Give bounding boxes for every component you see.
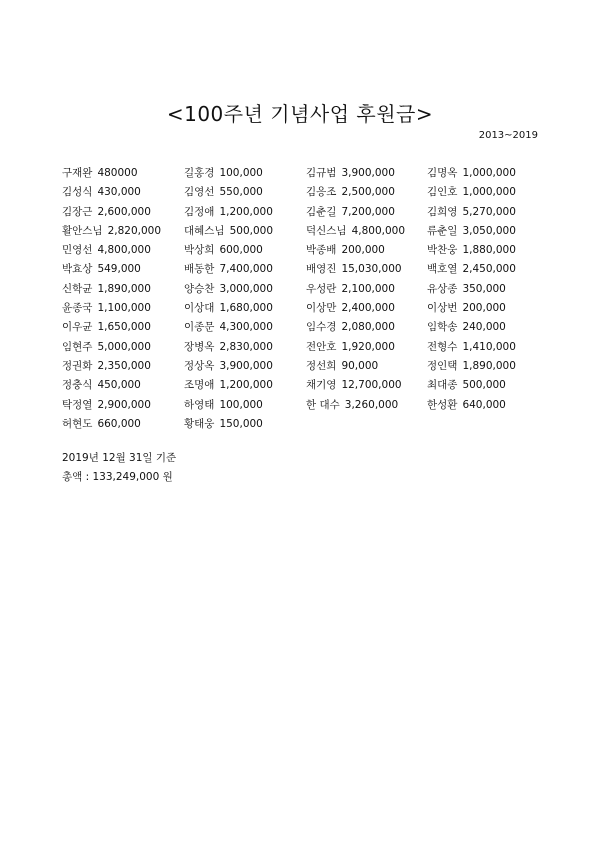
donor-entry <box>306 398 427 417</box>
donor-name: 김성식 <box>62 186 93 199</box>
donor-row <box>62 185 542 204</box>
donor-name: 류춘일 <box>427 224 458 237</box>
donor-name: 장병옥 <box>184 340 215 353</box>
donor-amount: 7,400,000 <box>219 263 273 276</box>
donor-name: 이상대 <box>184 302 215 315</box>
donor-name: 최대종 <box>427 379 458 392</box>
donor-name: 김춘길 <box>306 205 337 218</box>
donor-entry <box>427 417 542 436</box>
donor-name: 구재완 <box>62 167 93 179</box>
donor-name: 정선희 <box>306 359 337 372</box>
donor-entry <box>427 340 542 359</box>
donor-entry <box>184 340 306 359</box>
donor-row <box>62 282 542 301</box>
donor-amount: 2,100,000 <box>341 282 395 295</box>
donor-name: 임학송 <box>427 321 458 334</box>
donor-row <box>62 320 542 339</box>
donor-entry <box>306 224 427 243</box>
donor-amount: 1,880,000 <box>462 244 516 257</box>
donor-amount: 2,500,000 <box>341 186 395 199</box>
donor-entry <box>306 243 427 262</box>
donor-entry <box>306 320 427 339</box>
donor-row <box>62 205 542 224</box>
summary-footer <box>62 449 176 487</box>
donor-entry <box>306 417 427 436</box>
donor-name: 우성란 <box>306 282 337 295</box>
donor-entry <box>184 262 306 281</box>
donor-amount: 350,000 <box>462 282 506 295</box>
donor-entry <box>62 359 184 378</box>
date-basis: 2019년 12월 31일 기준 <box>62 452 177 464</box>
donor-amount: 12,700,000 <box>341 379 402 392</box>
donor-row <box>62 224 542 243</box>
donor-row <box>62 398 542 417</box>
donor-entry <box>62 224 184 243</box>
donor-amount: 1,200,000 <box>219 205 273 218</box>
donor-amount: 3,260,000 <box>344 398 399 411</box>
donor-name: 김희영 <box>427 205 458 218</box>
donor-entry <box>184 320 306 339</box>
donor-list <box>62 166 542 436</box>
donor-entry <box>184 301 306 320</box>
donor-name: 길홍경 <box>184 167 215 179</box>
donor-amount: 4,800,000 <box>97 244 151 257</box>
donor-amount: 3,900,000 <box>219 359 273 372</box>
donor-amount: 660,000 <box>97 417 141 430</box>
donor-name: 김영선 <box>184 186 215 199</box>
donor-entry <box>62 262 184 281</box>
donor-entry <box>184 398 306 417</box>
donor-row <box>62 378 542 397</box>
donor-name: 허현도 <box>62 417 93 430</box>
donor-amount: 3,050,000 <box>462 224 516 237</box>
donor-amount: 1,200,000 <box>219 379 273 392</box>
donor-name: 활안스님 <box>62 224 103 237</box>
donor-entry <box>184 243 306 262</box>
donor-name: 김인호 <box>427 186 458 199</box>
donor-name: 대혜스님 <box>184 224 225 237</box>
donor-amount: 500,000 <box>229 224 273 237</box>
donor-name: 이상번 <box>427 302 458 315</box>
donor-entry <box>427 224 542 243</box>
donor-amount: 2,080,000 <box>341 321 395 334</box>
donor-name: 김규범 <box>306 167 337 179</box>
donor-name: 김정애 <box>184 205 215 218</box>
donor-amount: 5,000,000 <box>97 340 151 353</box>
donor-name: 배영진 <box>306 263 337 276</box>
donor-entry <box>306 282 427 301</box>
donor-name: 백호열 <box>427 263 458 276</box>
donor-entry <box>306 359 427 378</box>
donor-amount: 2,830,000 <box>219 340 273 353</box>
donor-name: 이종문 <box>184 321 215 334</box>
donor-name: 덕신스님 <box>306 224 347 237</box>
donor-name: 조명애 <box>184 379 215 392</box>
donor-row <box>62 417 542 436</box>
donor-name: 신학균 <box>62 282 93 295</box>
donor-name: 황태웅 <box>184 417 215 430</box>
donor-amount: 5,270,000 <box>462 205 516 218</box>
donor-amount: 2,350,000 <box>97 359 151 372</box>
donor-amount: 100,000 <box>219 398 263 411</box>
donor-entry <box>184 205 306 224</box>
donor-amount: 3,900,000 <box>341 167 395 179</box>
donor-name: 임현주 <box>62 340 93 353</box>
donor-amount: 600,000 <box>219 244 263 257</box>
donor-amount: 480000 <box>97 167 138 179</box>
donor-entry <box>306 185 427 204</box>
donor-entry <box>427 378 542 397</box>
donor-entry <box>427 262 542 281</box>
page-title: <100주년 기념사업 후원금> <box>166 102 434 126</box>
donor-entry <box>306 205 427 224</box>
donor-amount: 2,450,000 <box>462 263 516 276</box>
donor-amount: 1,650,000 <box>97 321 151 334</box>
donor-amount: 640,000 <box>462 398 506 411</box>
donor-entry <box>184 282 306 301</box>
donor-entry <box>62 243 184 262</box>
donor-entry <box>427 185 542 204</box>
donor-entry <box>184 224 306 243</box>
donor-name: 배동한 <box>184 263 215 276</box>
donor-entry <box>306 340 427 359</box>
donor-entry <box>427 320 542 339</box>
total-amount: 총액 : 133,249,000 원 <box>62 471 173 483</box>
donor-entry <box>184 359 306 378</box>
donor-name: 정상옥 <box>184 359 215 372</box>
donor-entry <box>184 166 306 185</box>
donor-entry <box>62 282 184 301</box>
donor-entry <box>427 359 542 378</box>
donor-row <box>62 243 542 262</box>
donor-amount: 1,410,000 <box>462 340 516 353</box>
donor-entry <box>306 301 427 320</box>
donor-name: 이상만 <box>306 302 337 315</box>
period-label: 2013~2019 <box>478 130 538 141</box>
donor-entry <box>306 166 427 185</box>
donor-entry <box>62 378 184 397</box>
donor-entry <box>306 262 427 281</box>
donor-entry <box>62 205 184 224</box>
donor-entry <box>62 398 184 417</box>
donor-entry <box>184 185 306 204</box>
donor-name: 박상희 <box>184 244 215 257</box>
donor-name: 한성환 <box>427 398 458 411</box>
donor-entry <box>427 205 542 224</box>
donor-amount: 150,000 <box>219 417 263 430</box>
donor-amount: 200,000 <box>341 244 385 257</box>
donor-amount: 1,890,000 <box>97 282 151 295</box>
donor-amount: 4,800,000 <box>351 224 406 237</box>
donor-name: 임수경 <box>306 321 337 334</box>
donor-entry <box>62 185 184 204</box>
donor-name: 민영선 <box>62 244 93 257</box>
donor-entry <box>62 301 184 320</box>
donor-name: 전안호 <box>306 340 337 353</box>
donor-entry <box>427 282 542 301</box>
donor-name: 박효상 <box>62 263 93 276</box>
donor-amount: 1,000,000 <box>462 186 516 199</box>
donor-name: 이우균 <box>62 321 93 334</box>
donor-amount: 1,680,000 <box>219 302 273 315</box>
donor-amount: 1,100,000 <box>97 302 151 315</box>
donor-amount: 7,200,000 <box>341 205 395 218</box>
donor-amount: 1,000,000 <box>462 167 516 179</box>
donor-entry <box>62 320 184 339</box>
donor-entry <box>62 417 184 436</box>
donor-row <box>62 301 542 320</box>
donor-entry <box>427 301 542 320</box>
donor-row <box>62 166 542 185</box>
donor-name: 정충식 <box>62 379 93 392</box>
donor-name: 박종배 <box>306 244 337 257</box>
donor-amount: 2,900,000 <box>97 398 151 411</box>
donor-amount: 2,400,000 <box>341 302 395 315</box>
donor-amount: 1,890,000 <box>462 359 516 372</box>
donor-entry <box>427 243 542 262</box>
donor-amount: 2,600,000 <box>97 205 151 218</box>
donor-amount: 100,000 <box>219 167 263 179</box>
donor-entry <box>184 378 306 397</box>
donor-row <box>62 359 542 378</box>
donor-name: 채기영 <box>306 379 337 392</box>
donor-entry <box>184 417 306 436</box>
donor-row <box>62 262 542 281</box>
donor-row <box>62 340 542 359</box>
donor-name: 한 대수 <box>306 398 340 411</box>
donor-name: 정인택 <box>427 359 458 372</box>
donor-amount: 3,000,000 <box>219 282 273 295</box>
donor-amount: 15,030,000 <box>341 263 402 276</box>
donor-amount: 450,000 <box>97 379 141 392</box>
donor-amount: 2,820,000 <box>107 224 162 237</box>
donor-amount: 549,000 <box>97 263 141 276</box>
donor-entry <box>306 378 427 397</box>
donor-name: 정권화 <box>62 359 93 372</box>
donor-entry <box>62 166 184 185</box>
donor-amount: 4,300,000 <box>219 321 273 334</box>
donor-amount: 240,000 <box>462 321 506 334</box>
donor-name: 하영태 <box>184 398 215 411</box>
donor-amount: 550,000 <box>219 186 263 199</box>
donor-name: 김응조 <box>306 186 337 199</box>
donor-name: 김장근 <box>62 205 93 218</box>
donor-entry <box>427 166 542 185</box>
donor-name: 양승찬 <box>184 282 215 295</box>
donor-amount: 200,000 <box>462 302 506 315</box>
donor-name: 박찬웅 <box>427 244 458 257</box>
donor-entry <box>427 398 542 417</box>
donor-amount: 430,000 <box>97 186 141 199</box>
donor-entry <box>62 340 184 359</box>
donor-amount: 500,000 <box>462 379 506 392</box>
donor-name: 전형수 <box>427 340 458 353</box>
donor-name: 탁정열 <box>62 398 93 411</box>
donor-name: 유상종 <box>427 282 458 295</box>
donor-name: 윤종국 <box>62 302 93 315</box>
donor-amount: 90,000 <box>341 359 379 372</box>
donor-name: 김명옥 <box>427 167 458 179</box>
donor-amount: 1,920,000 <box>341 340 395 353</box>
